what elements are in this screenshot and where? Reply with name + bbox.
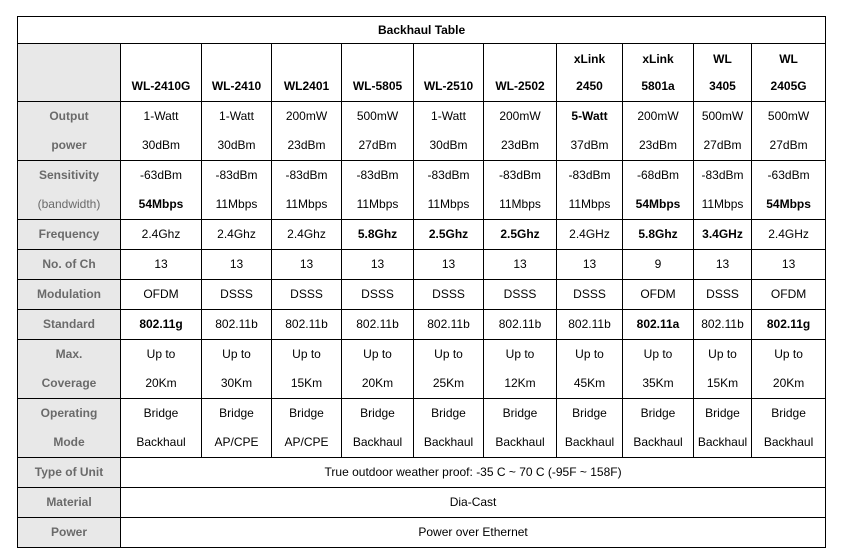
cell-value-line2: 30dBm [217, 138, 256, 152]
cell-value-line2: 11Mbps [215, 197, 258, 211]
model-name-line1 [414, 46, 483, 73]
cell-value-line1: Up to [363, 347, 392, 361]
cell-value-line2: 54Mbps [138, 197, 184, 211]
row-label-line1: Max. [55, 347, 83, 361]
cell-value-line1: 802.11b [356, 317, 399, 331]
table-cell [752, 161, 826, 220]
table-cell [272, 161, 342, 220]
cell-value-line2: Backhaul [633, 435, 683, 449]
row-label-cell [18, 488, 121, 518]
cell-value-line1: -83dBm [215, 168, 258, 182]
span-value-cell [121, 458, 826, 488]
cell-value-line1: Bridge [705, 406, 740, 420]
cell-value-line1: Up to [434, 347, 463, 361]
cell-value-line1: 1-Watt [143, 109, 179, 123]
cell-value-line1: Up to [575, 347, 604, 361]
cell-value-line1: -83dBm [285, 168, 328, 182]
cell-value-line2: 20Km [772, 376, 805, 390]
cell-value-line1: Bridge [143, 406, 179, 420]
table-cell [342, 280, 414, 310]
table-cell [694, 161, 752, 220]
table-cell [557, 220, 623, 250]
cell-value-line2: 20Km [361, 376, 394, 390]
table-cell [557, 280, 623, 310]
row-label-cell [18, 250, 121, 280]
cell-value-line1: 1-Watt [431, 109, 466, 123]
cell-value-line2: 30Km [220, 376, 253, 390]
table-cell [121, 102, 202, 161]
cell-value-line2: 15Km [706, 376, 739, 390]
table-cell [342, 399, 414, 458]
model-name-line2: 2450 [576, 78, 603, 93]
backhaul-table [17, 16, 826, 548]
row-label-cell [18, 161, 121, 220]
spec-row [18, 340, 826, 399]
cell-value-line1: Up to [222, 347, 251, 361]
model-header-cell [752, 44, 826, 102]
table-cell [202, 250, 272, 280]
table-cell [342, 161, 414, 220]
row-label-cell [18, 280, 121, 310]
row-label-line1: Sensitivity [38, 168, 100, 182]
row-label-cell [18, 340, 121, 399]
model-header-cell [121, 44, 202, 102]
row-label-cell [18, 518, 121, 548]
cell-value-line1: 3.4GHz [702, 227, 743, 241]
cell-value-line1: 802.11b [701, 317, 744, 331]
cell-value-line2: 20Km [145, 376, 177, 390]
cell-value-line1: -63dBm [767, 168, 810, 182]
table-cell [557, 102, 623, 161]
table-cell [272, 220, 342, 250]
row-label-cell [18, 458, 121, 488]
cell-value-line1: 13 [441, 257, 456, 271]
span-value-text: Dia-Cast [449, 495, 497, 509]
cell-value-line1: Up to [505, 347, 535, 361]
cell-value-line1: 802.11g [139, 317, 183, 331]
cell-value-line1: 802.11b [498, 317, 542, 331]
cell-value-line1: Bridge [572, 406, 607, 420]
cell-value-line1: 2.4Ghz [141, 227, 181, 241]
cell-value-line2: 12Km [504, 376, 536, 390]
model-header-cell [272, 44, 342, 102]
spec-row [18, 102, 826, 161]
cell-value-line2: 54Mbps [766, 197, 811, 211]
row-label-line1: Standard [42, 317, 95, 331]
table-cell [484, 340, 557, 399]
cell-value-line2: Backhaul [352, 435, 403, 449]
table-cell [557, 161, 623, 220]
table-cell [342, 340, 414, 399]
cell-value-line1: 2.4GHz [569, 227, 610, 241]
table-cell [202, 280, 272, 310]
model-header-cell [694, 44, 752, 102]
cell-value-line1: 2.5Ghz [428, 227, 469, 241]
table-cell [121, 161, 202, 220]
spec-row [18, 280, 826, 310]
cell-value-line1: 802.11b [215, 317, 258, 331]
model-name-line1 [272, 46, 341, 73]
cell-value-line1: -63dBm [139, 168, 183, 182]
cell-value-line1: DSSS [706, 287, 739, 301]
cell-value-line1: 13 [299, 257, 314, 271]
table-cell [272, 280, 342, 310]
table-cell [484, 161, 557, 220]
table-cell [414, 220, 484, 250]
cell-value-line1: -68dBm [636, 168, 680, 182]
cell-value-line2: 11Mbps [701, 197, 744, 211]
spec-row [18, 399, 826, 458]
cell-value-line2: Backhaul [697, 435, 748, 449]
cell-value-line1: DSSS [573, 287, 606, 301]
table-cell [752, 310, 826, 340]
cell-value-line1: -83dBm [498, 168, 542, 182]
row-label-line2: (bandwidth) [37, 197, 101, 211]
cell-value-line1: 802.11b [568, 317, 611, 331]
span-row [18, 458, 826, 488]
cell-value-line2: 11Mbps [427, 197, 470, 211]
cell-value-line2: Backhaul [564, 435, 615, 449]
cell-value-line1: OFDM [770, 287, 807, 301]
span-value-text: True outdoor weather proof: -35 C ~ 70 C (-95F ~ 158F) [324, 465, 622, 479]
model-header-cell [623, 44, 694, 102]
cell-value-line1: 802.11b [285, 317, 328, 331]
model-name-line1: WL [713, 51, 732, 66]
span-value-cell [121, 488, 826, 518]
model-name-line2: WL-2410G [131, 78, 191, 93]
table-cell [121, 250, 202, 280]
table-cell [484, 310, 557, 340]
table-cell [414, 399, 484, 458]
span-value-cell [121, 518, 826, 548]
cell-value-line1: OFDM [640, 287, 676, 301]
cell-value-line1: 5.8Ghz [357, 227, 398, 241]
cell-value-line2: 30dBm [429, 138, 468, 152]
table-cell [484, 220, 557, 250]
row-label-line1: Power [50, 525, 87, 539]
model-name-line1 [121, 46, 201, 73]
cell-value-line1: 13 [781, 257, 796, 271]
table-cell [557, 340, 623, 399]
cell-value-line1: -83dBm [701, 168, 744, 182]
table-cell [752, 220, 826, 250]
span-row [18, 518, 826, 548]
model-name-line2: WL-2410 [211, 78, 262, 93]
cell-value-line1: 802.11b [427, 317, 470, 331]
cell-value-line2: 11Mbps [285, 197, 328, 211]
cell-value-line2: 35Km [642, 376, 674, 390]
cell-value-line1: 13 [154, 257, 168, 271]
model-name-line1 [202, 46, 271, 73]
table-cell [623, 340, 694, 399]
table-cell [752, 250, 826, 280]
row-label-line1: Material [46, 495, 92, 509]
table-cell [484, 250, 557, 280]
model-name-line2: 5801a [641, 78, 675, 93]
cell-value-line1: -83dBm [568, 168, 611, 182]
table-cell [752, 340, 826, 399]
row-label-cell [18, 310, 121, 340]
table-cell [414, 161, 484, 220]
cell-value-line1: 13 [513, 257, 527, 271]
model-name-line2: 2405G [770, 78, 807, 93]
table-cell [342, 250, 414, 280]
cell-value-line1: -83dBm [356, 168, 399, 182]
cell-value-line1: Up to [643, 347, 673, 361]
model-header-cell [557, 44, 623, 102]
cell-value-line1: Bridge [360, 406, 395, 420]
table-cell [557, 250, 623, 280]
span-value-text: Power over Ethernet [418, 525, 528, 539]
cell-value-line1: Up to [146, 347, 176, 361]
cell-value-line1: 2.4Ghz [217, 227, 256, 241]
cell-value-line2: 30dBm [141, 138, 181, 152]
spec-row [18, 250, 826, 280]
model-header-cell [342, 44, 414, 102]
model-header-cell [202, 44, 272, 102]
cell-value-line1: 13 [370, 257, 385, 271]
cell-value-line2: Backhaul [763, 435, 814, 449]
table-cell [752, 280, 826, 310]
table-cell [272, 250, 342, 280]
backhaul-table-container [17, 16, 825, 548]
table-cell [694, 102, 752, 161]
cell-value-line2: 11Mbps [568, 197, 611, 211]
cell-value-line1: 9 [654, 257, 662, 271]
cell-value-line1: 802.11g [766, 317, 811, 331]
cell-value-line1: Up to [708, 347, 737, 361]
table-cell [623, 399, 694, 458]
cell-value-line1: DSSS [432, 287, 465, 301]
cell-value-line1: 13 [582, 257, 597, 271]
model-name-line1: xLink [642, 51, 674, 66]
table-cell [694, 310, 752, 340]
cell-value-line2: 37dBm [570, 138, 609, 152]
table-cell [121, 220, 202, 250]
header-corner-cell [18, 44, 121, 102]
cell-value-line1: DSSS [503, 287, 537, 301]
table-cell [623, 161, 694, 220]
cell-value-line1: 500mW [767, 109, 810, 123]
table-cell [272, 102, 342, 161]
table-cell [202, 399, 272, 458]
cell-value-line1: 200mW [285, 109, 328, 123]
cell-value-line2: 15Km [290, 376, 323, 390]
model-name-line2: WL-2510 [423, 78, 474, 93]
table-cell [342, 220, 414, 250]
model-header-cell [414, 44, 484, 102]
row-label-line1: Frequency [38, 227, 100, 241]
cell-value-line2: 23dBm [287, 138, 326, 152]
table-cell [414, 280, 484, 310]
model-name-line2: WL-5805 [352, 78, 403, 93]
table-cell [752, 399, 826, 458]
cell-value-line1: DSSS [290, 287, 323, 301]
model-name-line2: 3405 [709, 78, 736, 93]
model-name-line1 [342, 46, 413, 73]
table-cell [121, 280, 202, 310]
table-cell [484, 399, 557, 458]
table-cell [342, 102, 414, 161]
table-cell [623, 250, 694, 280]
cell-value-line2: 11Mbps [356, 197, 399, 211]
cell-value-line1: 1-Watt [219, 109, 254, 123]
cell-value-line1: 2.4Ghz [287, 227, 326, 241]
cell-value-line2: AP/CPE [284, 435, 329, 449]
table-cell [414, 102, 484, 161]
cell-value-line1: 200mW [499, 109, 541, 123]
table-cell [202, 161, 272, 220]
table-cell [484, 280, 557, 310]
table-cell [557, 399, 623, 458]
row-label-line2: Coverage [41, 376, 97, 390]
model-header-cell [484, 44, 557, 102]
cell-value-line1: 200mW [637, 109, 679, 123]
spec-row [18, 161, 826, 220]
table-cell [694, 280, 752, 310]
row-label-line1: Modulation [37, 287, 101, 301]
cell-value-line1: 13 [229, 257, 244, 271]
row-label-line1: Operating [40, 406, 98, 420]
cell-value-line1: 2.4GHz [768, 227, 809, 241]
table-cell [272, 399, 342, 458]
table-title: Backhaul Table [18, 17, 826, 44]
cell-value-line1: Bridge [289, 406, 324, 420]
row-label-line1: Type of Unit [34, 465, 104, 479]
table-cell [272, 310, 342, 340]
cell-value-line1: 13 [715, 257, 730, 271]
row-label-cell [18, 102, 121, 161]
row-label-line2: power [51, 138, 87, 152]
cell-value-line1: Bridge [640, 406, 676, 420]
cell-value-line2: 54Mbps [635, 197, 681, 211]
model-name-line2: WL-2502 [495, 78, 545, 93]
cell-value-line2: AP/CPE [214, 435, 259, 449]
model-name-line1 [484, 46, 556, 73]
table-cell [623, 310, 694, 340]
table-cell [202, 220, 272, 250]
cell-value-line1: 5.8Ghz [638, 227, 678, 241]
cell-value-line1: 500mW [701, 109, 744, 123]
table-cell [557, 310, 623, 340]
table-cell [121, 310, 202, 340]
table-cell [694, 399, 752, 458]
cell-value-line2: Backhaul [423, 435, 474, 449]
table-cell [202, 340, 272, 399]
cell-value-line2: 23dBm [638, 138, 678, 152]
cell-value-line1: Up to [292, 347, 321, 361]
cell-value-line2: Backhaul [136, 435, 186, 449]
spec-row [18, 310, 826, 340]
table-cell [752, 102, 826, 161]
cell-value-line1: Bridge [502, 406, 538, 420]
cell-value-line1: DSSS [220, 287, 253, 301]
table-cell [121, 399, 202, 458]
row-label-cell [18, 399, 121, 458]
cell-value-line2: 25Km [432, 376, 465, 390]
table-cell [623, 280, 694, 310]
spec-row [18, 220, 826, 250]
row-label-cell [18, 220, 121, 250]
cell-value-line2: 45Km [573, 376, 606, 390]
table-cell [121, 340, 202, 399]
cell-value-line1: -83dBm [427, 168, 470, 182]
cell-value-line2: 27dBm [769, 138, 808, 152]
model-name-line1: WL [779, 51, 798, 66]
row-label-line1: No. of Ch [42, 257, 96, 271]
table-cell [342, 310, 414, 340]
cell-value-line2: 27dBm [358, 138, 397, 152]
cell-value-line1: 802.11a [636, 317, 680, 331]
table-cell [414, 250, 484, 280]
cell-value-line2: 11Mbps [499, 197, 541, 211]
table-cell [623, 102, 694, 161]
cell-value-line1: Bridge [219, 406, 254, 420]
table-cell [694, 220, 752, 250]
model-name-line1: xLink [573, 51, 606, 66]
cell-value-line1: Up to [774, 347, 803, 361]
table-cell [414, 340, 484, 399]
table-cell [694, 250, 752, 280]
row-label-line2: Mode [53, 435, 85, 449]
cell-value-line1: Bridge [771, 406, 806, 420]
cell-value-line1: 5-Watt [571, 109, 608, 123]
table-cell [694, 340, 752, 399]
table-cell [202, 310, 272, 340]
row-label-line1: Output [49, 109, 89, 123]
cell-value-line2: 23dBm [500, 138, 540, 152]
table-cell [484, 102, 557, 161]
table-cell [623, 220, 694, 250]
cell-value-line1: 500mW [356, 109, 399, 123]
table-cell [202, 102, 272, 161]
cell-value-line1: DSSS [361, 287, 394, 301]
span-row [18, 488, 826, 518]
cell-value-line1: OFDM [143, 287, 179, 301]
cell-value-line2: 27dBm [703, 138, 742, 152]
model-name-line2: WL2401 [283, 78, 330, 93]
cell-value-line1: 2.5Ghz [500, 227, 540, 241]
header-row [18, 44, 826, 102]
table-cell [414, 310, 484, 340]
cell-value-line1: Bridge [431, 406, 466, 420]
table-cell [272, 340, 342, 399]
cell-value-line2: Backhaul [495, 435, 545, 449]
